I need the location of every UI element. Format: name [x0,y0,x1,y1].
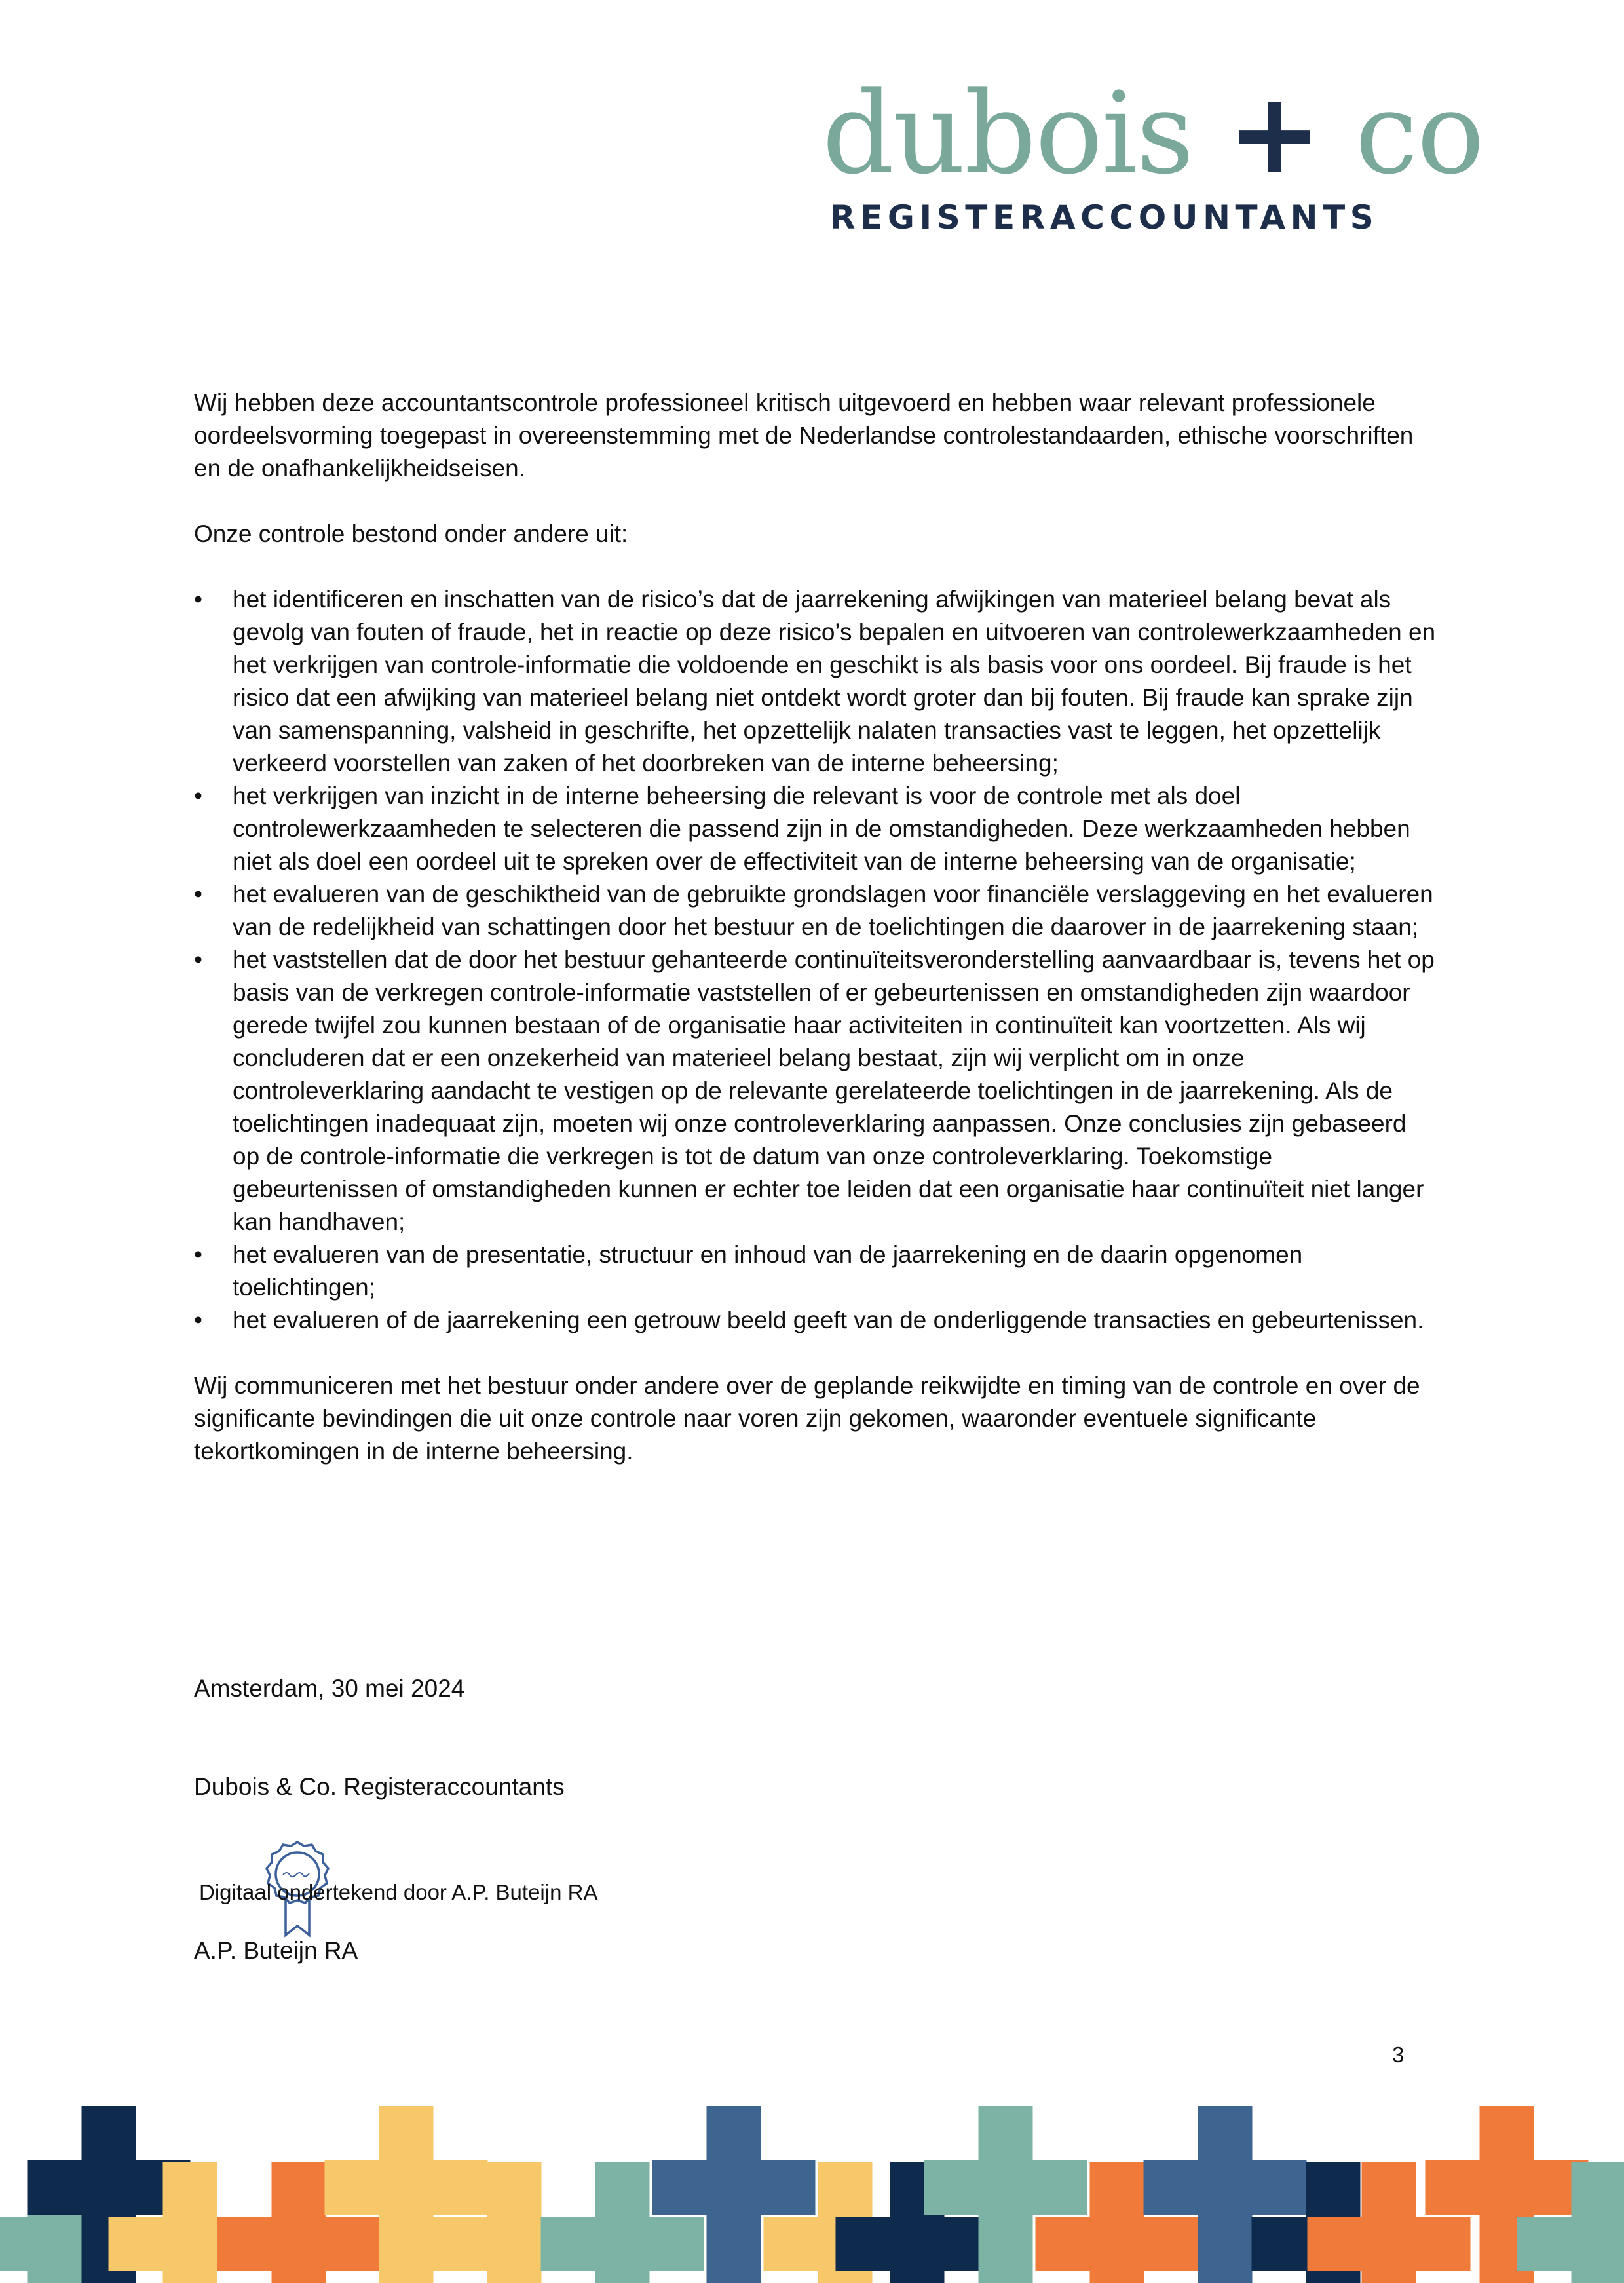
firm-name: Dubois & Co. Registeraccountants [194,1773,565,1800]
list-intro-paragraph: Onze controle bestond onder andere uit: [194,520,628,547]
company-logo [822,67,1484,237]
logo-word-co: co [1355,67,1484,199]
logo-plus: + [1227,67,1321,199]
list-item: • het vaststellen dat de door het bestuur gehanteerde continuïteitsveronderstelling aanvaardbaar is, tevens het op basis van de verkregen controle-informatie vaststellen of er gebeurtenissen en omstandigheden zijn waardoor gerede twijfel zou kunnen bestaan of de organisatie haar activiteiten in continuïteit kan voortzetten. Als wij concluderen dat er een onzekerheid van materieel belang bestaat, zijn wij verplicht om in onze controleverklaring aandacht te vestigen op de relevante gerelateerde toelichtingen in de jaarrekening. Als de toelichtingen inadequaat zijn, moeten wij onze controleverklaring aanpassen. Onze conclusies zijn gebaseerd op de controle-informatie die verkregen is tot de datum van onze controleverklaring. Toekomstige gebeurtenissen of omstandigheden kunnen er echter toe leiden dat een organisatie haar continuïteit niet langer kan handhaven; [194,944,1439,1238]
list-item: • het identificeren en inschatten van de risico’s dat de jaarrekening afwijkingen van materieel belang bevat als gevolg van fouten of fraude, het in reactie op deze risico’s bepalen en uitvoeren van controlewerkzaamheden en het verkrijgen van controle-informatie die voldoende en geschikt is als basis voor ons oordeel. Bij fraude is het risico dat een afwijking van materieel belang niet ontdekt wordt groter dan bij fouten. Bij fraude kan sprake zijn van samenspanning, valsheid in geschrifte, het opzettelijk nalaten transacties vast te leggen, het opzettelijk verkeerd voorstellen van zaken of het doorbreken van de interne beheersing; [194,583,1439,780]
list-item: • het evalueren van de geschiktheid van de gebruikte grondslagen voor financiële verslaggeving en het evalueren van de redelijkheid van schattingen door het bestuur en de toelichtingen die daarover in de jaarrekening staan; [194,878,1439,944]
decorative-cross-pattern [0,2097,1624,2283]
letter-body [194,387,1439,1468]
list-item: • het evalueren van de presentatie, structuur en inhoud van de jaarrekening en de daarin opgenomen toelichtingen; [194,1238,1439,1304]
list-item: • het evalueren of de jaarrekening een getrouw beeld geeft van de onderliggende transacties en gebeurtenissen. [194,1304,1439,1337]
digital-signature-note: Digitaal ondertekend door A.P. Buteijn RA [199,1880,598,1904]
page-number: 3 [1392,2043,1405,2067]
intro-paragraph: Wij hebben deze accountantscontrole professioneel kritisch uitgevoerd en hebben waar relevant professionele oordeelsvorming toegepast in overeenstemming met de Nederlandse controlestandaarden, ethische voorschriften en de onafhankelijkheidseisen. [194,389,1414,482]
signer-name: A.P. Buteijn RA [194,1937,358,1964]
place-date: Amsterdam, 30 mei 2024 [194,1675,465,1702]
list-item: • het verkrijgen van inzicht in de interne beheersing die relevant is voor de controle met als doel controlewerkzaamheden te selecteren die passend zijn in de omstandigheden. Deze werkzaamheden hebben niet als doel een oordeel uit te spreken over de effectiviteit van de interne beheersing van de organisatie; [194,780,1439,878]
logo-wordmark [822,67,1484,199]
logo-subtitle: REGISTERACCOUNTANTS [830,199,1379,237]
closing-paragraph: Wij communiceren met het bestuur onder andere over de geplande reikwijdte en timing van de controle en over de significante bevindingen die uit onze controle naar voren zijn gekomen, waaronder eventuele significante tekortkomingen in de interne beheersing. [194,1372,1420,1465]
logo-word-dubois: dubois [822,67,1193,199]
procedures-list [194,583,1439,1337]
